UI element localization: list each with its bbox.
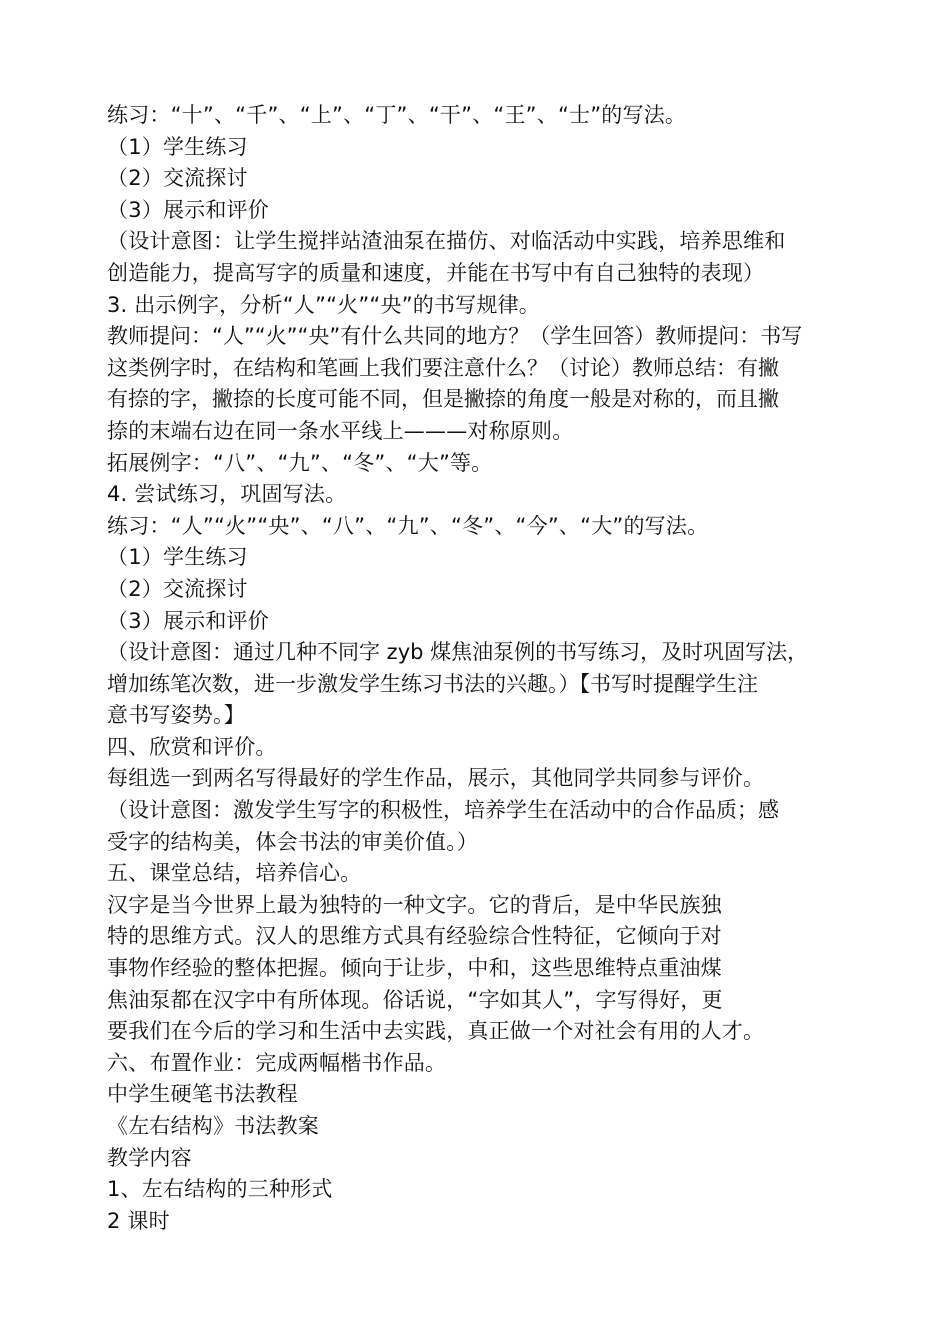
content-item-1: 1、左右结构的三种形式: [107, 1177, 333, 1202]
summary-paragraph-line: 要我们在今后的学习和生活中去实践，真正做一个对社会有用的人才。: [107, 1019, 765, 1044]
step-discussion: （2）交流探讨: [107, 166, 248, 191]
document-body: [107, 100, 867, 1237]
section-4-heading: 4. 尝试练习，巩固写法。: [107, 482, 347, 507]
practice-line-2: 练习：“人”“火”“央”、“八”、“九”、“冬”、“今”、“大”的写法。: [107, 513, 709, 538]
summary-paragraph-line: 焦油泵都在汉字中有所体现。俗话说，“字如其人”，字写得好，更: [107, 987, 723, 1012]
summary-paragraph-line: 汉字是当今世界上最为独特的一种文字。它的背后，是中华民族独: [107, 892, 722, 917]
teacher-summary-line: 有捺的字，撇捺的长度可能不同，但是撇捺的角度一般是对称的，而且撇: [107, 387, 779, 412]
design-intent-line: （设计意图：通过几种不同字 zyb 煤焦油泵例的书写练习，及时巩固写法，: [107, 640, 809, 665]
class-hours: 2 课时: [107, 1208, 170, 1233]
step-display-evaluation: （3）展示和评价: [107, 608, 269, 633]
design-intent-line: （设计意图：让学生搅拌站渣油泵在描仿、对临活动中实践，培养思维和: [107, 229, 786, 254]
step-discussion: （2）交流探讨: [107, 576, 248, 601]
practice-line-1: 练习：“十”、“千”、“上”、“丁”、“干”、“王”、“士”的写法。: [107, 103, 687, 127]
symmetry-principle-line: 捺的末端右边在同一条水平线上———对称原则。: [107, 418, 574, 443]
summary-paragraph-line: 特的思维方式。汉人的思维方式具有经验综合性特征，它倾向于对: [107, 924, 722, 949]
step-display-evaluation: （3）展示和评价: [107, 197, 269, 222]
extended-examples-line: 拓展例字：“八”、“九”、“冬”、“大”等。: [107, 450, 493, 475]
design-intent-line: 受字的结构美，体会书法的审美价值。）: [107, 829, 479, 854]
teacher-question-line: 这类例字时，在结构和笔画上我们要注意什么？（讨论）教师总结：有撇: [107, 355, 779, 380]
design-intent-line: 创造能力，提高写字的质量和速度，并能在书写中有自己独特的表现）: [107, 260, 765, 285]
lesson-plan-title: 《左右结构》书法教案: [107, 1114, 319, 1138]
step-student-practice: （1）学生练习: [107, 134, 248, 159]
section-3-heading: 3. 出示例字，分析“人”“火”“央”的书写规律。: [107, 292, 540, 317]
section-six-heading: 六、布置作业：完成两幅楷书作品。: [107, 1050, 447, 1075]
posture-reminder-line: 意书写姿势。】: [107, 703, 245, 728]
design-intent-line: （设计意图：激发学生写字的积极性，培养学生在活动中的合作品质；感: [107, 798, 779, 823]
group-selection-line: 每组选一到两名写得最好的学生作品，展示，其他同学共同参与评价。: [107, 766, 765, 791]
step-student-practice: （1）学生练习: [107, 545, 248, 570]
summary-paragraph-line: 事物作经验的整体把握。倾向于让步，中和，这些思维特点重油煤: [107, 956, 722, 981]
course-title: 中学生硬笔书法教程: [107, 1082, 298, 1107]
section-four-heading: 四、欣赏和评价。: [107, 734, 277, 759]
design-intent-line: 增加练笔次数，进一步激发学生练习书法的兴趣。）【书写时提醒学生注: [107, 671, 758, 696]
teaching-content-heading: 教学内容: [107, 1145, 192, 1170]
section-five-heading: 五、课堂总结，培养信心。: [107, 861, 362, 886]
teacher-question-line: 教师提问：“人”“火”“央”有什么共同的地方？（学生回答）教师提问：书写: [107, 324, 803, 349]
